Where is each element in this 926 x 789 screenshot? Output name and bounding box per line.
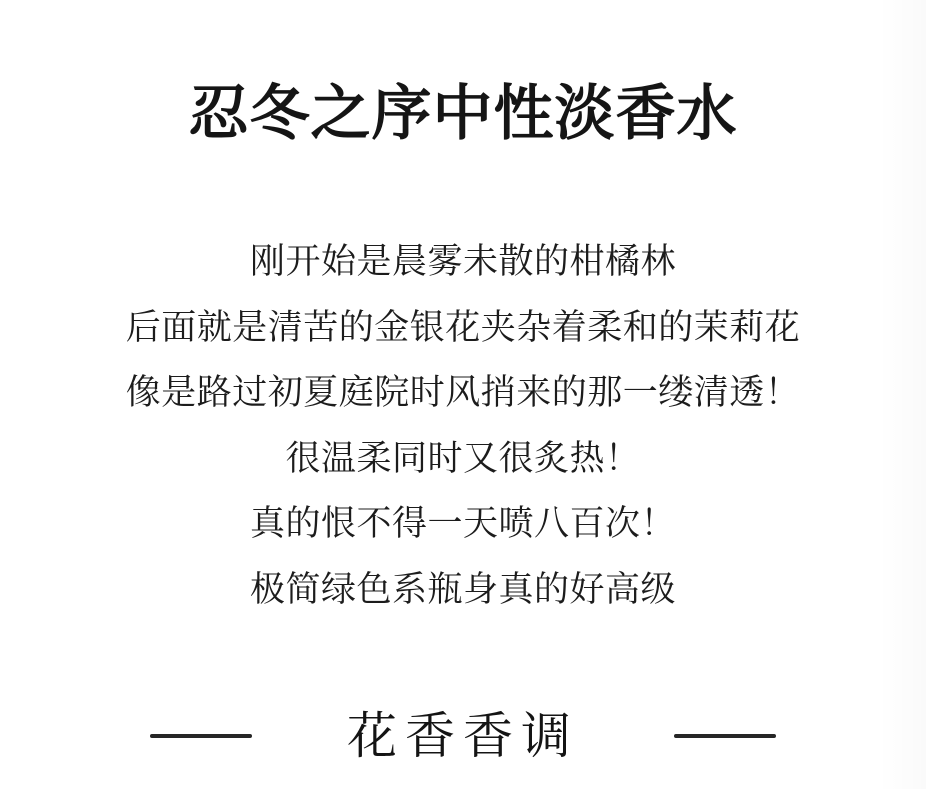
description-line: 真的恨不得一天喷八百次！: [249, 504, 676, 543]
description-line: 刚开始是晨雾未散的柑橘林: [249, 242, 676, 281]
fragrance-note-label: 花香香调: [347, 708, 579, 764]
description-line: 很温柔同时又很炙热！: [285, 438, 641, 478]
description-line: 极简绿色系瓶身真的好高级: [249, 569, 676, 609]
description-line: 像是路过初夏庭院时风捎来的那一缕清透！: [125, 373, 801, 412]
description-line: 后面就是清苦的金银花夹杂着柔和的茉莉花: [125, 307, 801, 347]
divider-line-right: [674, 734, 776, 738]
product-description: [0, 229, 926, 622]
fragrance-note-row: [0, 703, 926, 769]
product-title: 忍冬之序中性淡香水: [188, 80, 738, 147]
divider-line-left: [150, 734, 252, 738]
